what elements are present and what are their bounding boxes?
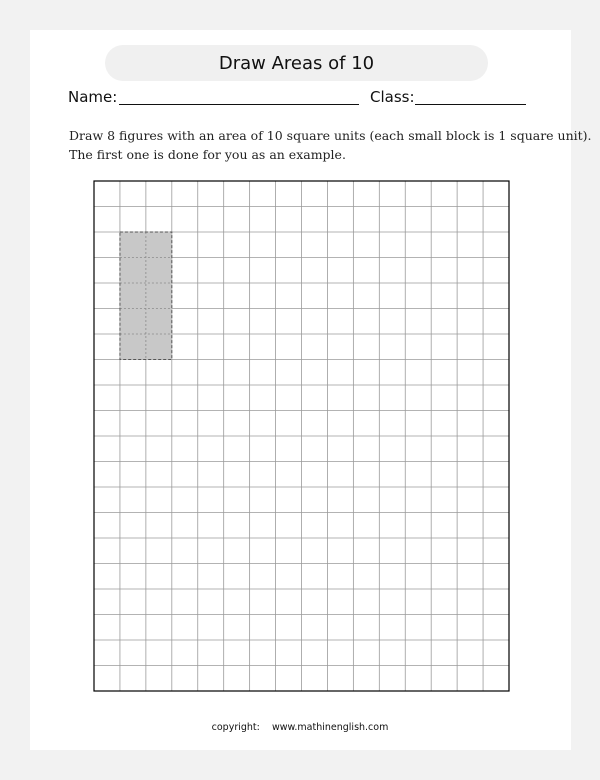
worksheet-title: Draw Areas of 10 — [105, 45, 488, 81]
instructions-line-1: Draw 8 figures with an area of 10 square units (each small block is 1 square unit). — [69, 128, 592, 143]
name-label: Name: — [68, 88, 118, 106]
class-label: Class: — [370, 88, 415, 106]
footer-url: www.mathinenglish.com — [271, 722, 389, 733]
instructions-line-2: The first one is done for you as an example. — [69, 147, 346, 162]
footer-copyright: copyright: — [211, 722, 260, 733]
footer — [0, 722, 600, 733]
example-layer — [120, 232, 172, 360]
